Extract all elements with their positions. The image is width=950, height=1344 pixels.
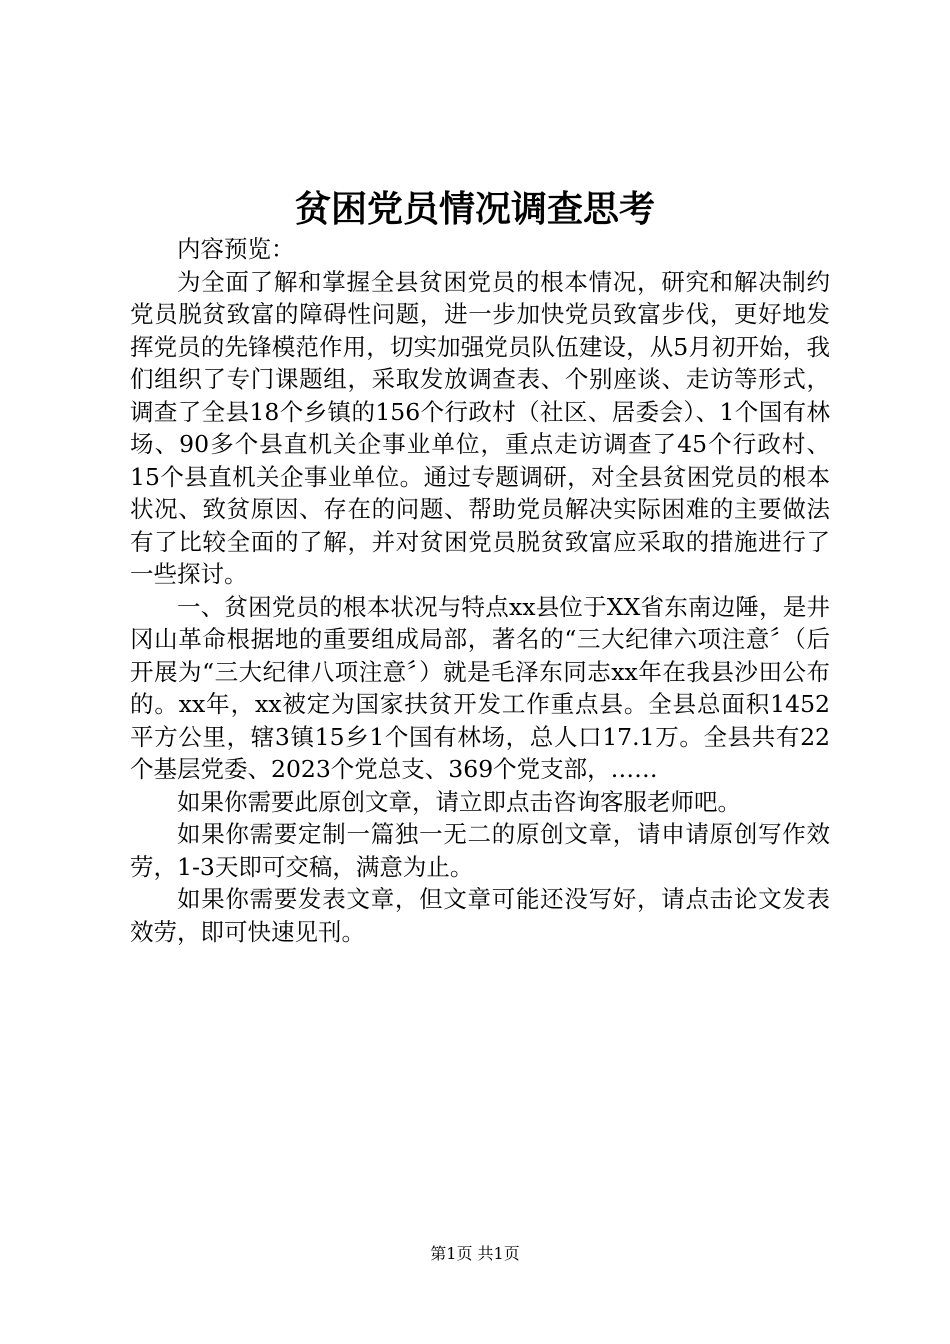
- intro-paragraph: 为全面了解和掌握全县贫困党员的根本情况，研究和解决制约党员脱贫致富的障碍性问题，进一步加快党员致富步伐，更好地发挥党员的先锋模范作用，切实加强党员队伍建设，从5月初开始，我们组织了专门课题组，采取发放调查表、个别座谈、走访等形式，调查了全县18个乡镇的156个行政村（社区、居委会）、1个国有林场、90多个县直机关企事业单位，重点走访调查了45个行政村、15个县直机关企事业单位。通过专题调研，对全县贫困党员的根本状况、致贫原因、存在的问题、帮助党员解决实际困难的主要做法有了比较全面的了解，并对贫困党员脱贫致富应采取的措施进行了一些探讨。: [130, 267, 830, 588]
- custom-writing-paragraph: 如果你需要定制一篇独一无二的原创文章，请申请原创写作效劳，1-3天即可交稿，满意为止。: [130, 820, 830, 881]
- publish-paragraph: 如果你需要发表文章，但文章可能还没写好，请点击论文发表效劳，即可快速见刊。: [130, 885, 830, 946]
- page-title: 贫困党员情况调查思考: [294, 188, 655, 230]
- page-footer: 第1页 共1页: [430, 1244, 520, 1263]
- document-body: [130, 233, 830, 948]
- preview-label: 内容预览：: [177, 235, 295, 263]
- consult-paragraph: 如果你需要此原创文章，请立即点击咨询客服老师吧。: [177, 787, 741, 816]
- status-paragraph: 一、贫困党员的根本状况与特点xx县位于XX省东南边陲，是井冈山革命根据地的重要组成局部，著名的“三大纪律六项注意〞（后开展为“三大纪律八项注意〞）就是毛泽东同志xx年在我县沙田公布的。xx年，xx被定为国家扶贫开发工作重点县。全县总面积1452平方公里，辖3镇15乡1个国有林场，总人口17.1万。全县共有22个基层党委、2023个党总支、369个党支部，……: [130, 592, 830, 783]
